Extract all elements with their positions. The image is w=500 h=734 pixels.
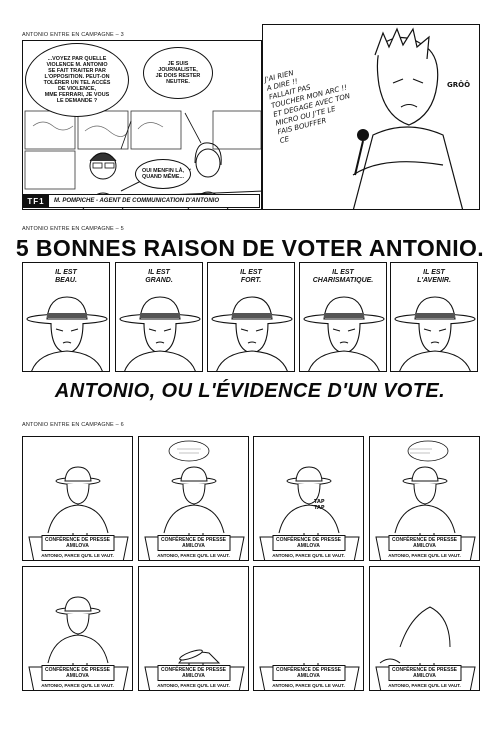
reason-label: IL EST FORT. xyxy=(240,269,262,284)
strip2-headline: 5 BONNES RAISON DE VOTER ANTONIO. xyxy=(15,235,485,261)
podium-sign: CONFÉRENCE DE PRESSE AMILOVA xyxy=(41,535,114,551)
podium-slogan: ANTONIO, PARCE QU'IL LE VAUT. xyxy=(272,553,345,558)
reason-panel xyxy=(390,262,478,372)
antonio-hat-drawing xyxy=(208,263,295,372)
press-panel xyxy=(369,566,480,691)
podium-sign: CONFÉRENCE DE PRESSE AMILOVA xyxy=(388,665,461,681)
podium-slogan: ANTONIO, PARCE QU'IL LE VAUT. xyxy=(272,683,345,688)
antonio-hat-drawing xyxy=(116,263,203,372)
growl-sound-text: GRÔÔ xyxy=(447,81,471,89)
interviewer-speech-bubble: ...VOYEZ PAR QUELLE VIOLENCE M. ANTONIO SE FAIT TRAITER PAR L'OPPOSITION. PEUT-ON TOLÉRER UN TEL ACCÈS DE VIOLENCE, MME FERRARI, JE VOUS LE DEMANDE ? xyxy=(25,43,129,117)
reason-label: IL EST CHARISMATIQUE. xyxy=(312,269,374,284)
podium-slogan: ANTONIO, PARCE QU'IL LE VAUT. xyxy=(41,683,114,688)
journalist-speech-bubble: JE SUIS JOURNALISTE, JE DOIS RESTER NEUTRE. xyxy=(143,47,213,99)
press-panel xyxy=(253,436,364,561)
podium-sign: CONFÉRENCE DE PRESSE AMILOVA xyxy=(157,535,230,551)
reason-panel xyxy=(207,262,295,372)
reason-panel xyxy=(22,262,110,372)
reason-label: IL EST L'AVENIR. xyxy=(417,269,451,284)
podium-slogan: ANTONIO, PARCE QU'IL LE VAUT. xyxy=(157,683,230,688)
podium-slogan: ANTONIO, PARCE QU'IL LE VAUT. xyxy=(388,553,461,558)
strip2-tagline: ANTONIO, OU L'ÉVIDENCE D'UN VOTE. xyxy=(54,380,446,402)
angry-handwriting: J'AI RIEN A DIRE !! FALLAIT PAS TOUCHER MON ARC !! ET DEGAGE AVEC TON MICRO OU J'TE LE FAIS BOUFFER CE xyxy=(263,68,351,146)
reason-panel xyxy=(299,262,387,372)
antonio-hat-drawing xyxy=(391,263,478,372)
podium-slogan: ANTONIO, PARCE QU'IL LE VAUT. xyxy=(157,553,230,558)
press-panel xyxy=(369,436,480,561)
press-panel xyxy=(253,566,364,691)
podium-sign: CONFÉRENCE DE PRESSE AMILOVA xyxy=(272,535,345,551)
podium-sign: CONFÉRENCE DE PRESSE AMILOVA xyxy=(41,665,114,681)
podium-sign: CONFÉRENCE DE PRESSE AMILOVA xyxy=(272,665,345,681)
reason-panel xyxy=(115,262,203,372)
press-panel xyxy=(138,436,249,561)
strip1-caption: ANTONIO ENTRE EN CAMPAGNE – 3 xyxy=(22,32,124,38)
reply-speech-bubble: OUI MENFIN LÀ, QUAND MÊME... xyxy=(135,159,191,189)
podium-slogan: ANTONIO, PARCE QU'IL LE VAUT. xyxy=(388,683,461,688)
tap-sound-text: TAP TAP xyxy=(314,499,325,511)
reason-label: IL EST GRAND. xyxy=(145,269,173,284)
antonio-hat-drawing xyxy=(23,263,110,372)
reason-label: IL EST BEAU. xyxy=(55,269,77,284)
podium-sign: CONFÉRENCE DE PRESSE AMILOVA xyxy=(157,665,230,681)
strip3-caption: ANTONIO ENTRE EN CAMPAGNE – 6 xyxy=(22,422,124,428)
antonio-hat-drawing xyxy=(300,263,387,372)
podium-sign: CONFÉRENCE DE PRESSE AMILOVA xyxy=(388,535,461,551)
tv-channel-logo: TF1 xyxy=(23,195,49,207)
strip1-tv-panel xyxy=(22,40,262,210)
podium-slogan: ANTONIO, PARCE QU'IL LE VAUT. xyxy=(41,553,114,558)
tv-news-banner xyxy=(22,194,260,208)
press-panel xyxy=(22,436,133,561)
press-panel xyxy=(22,566,133,691)
strip1-antonio-panel xyxy=(262,24,480,210)
strip2-caption: ANTONIO ENTRE EN CAMPAGNE – 5 xyxy=(22,226,124,232)
banner-text: M. POMPICHE - AGENT DE COMMUNICATION D'ANTONIO xyxy=(54,198,219,204)
press-panel xyxy=(138,566,249,691)
